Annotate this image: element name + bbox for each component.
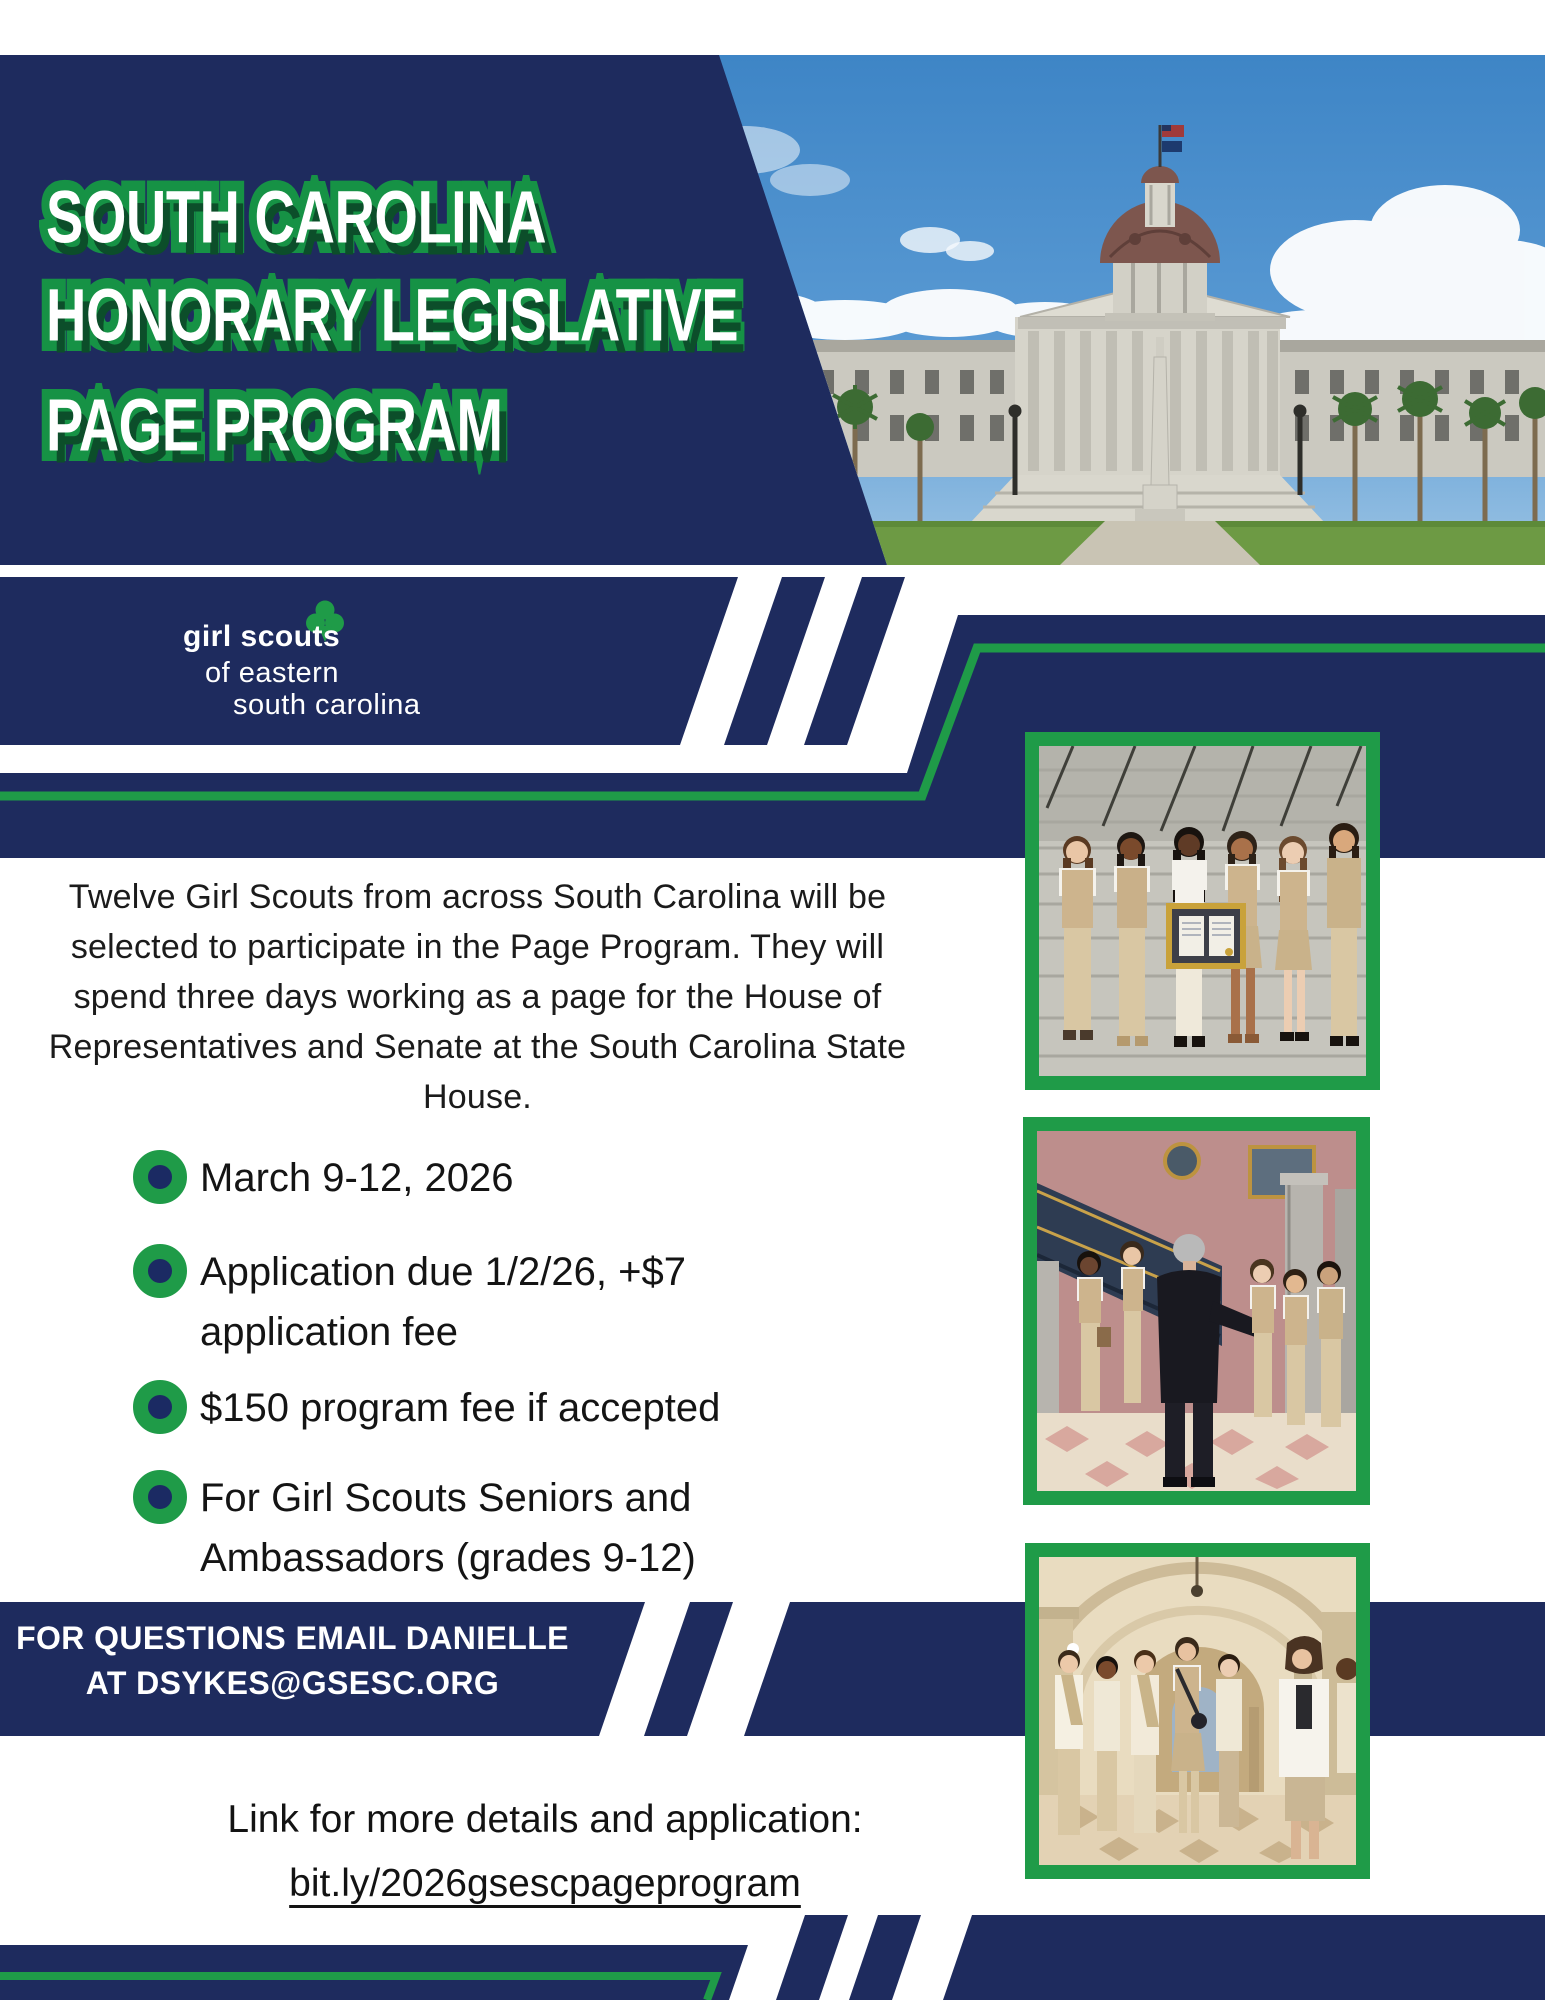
title-line-3: PAGE PROGRAM [46, 383, 503, 467]
link-section [115, 1794, 975, 1910]
contact-line-2: AT DSYKES@GSESC.ORG [85, 1665, 500, 1701]
bullet-text: Application due 1/2/26, +$7 application fee [200, 1250, 686, 1354]
bullet-item-eligibility [133, 1468, 833, 1588]
girl-scouts-logo [183, 598, 463, 738]
logo-region-line1: of eastern [205, 657, 339, 689]
application-link[interactable]: bit.ly/2026gsescpageprogram [289, 1862, 801, 1905]
bullet-dot-icon [133, 1380, 187, 1434]
intro-paragraph: Twelve Girl Scouts from across South Carolina will be selected to participate in the Page Program. They will spend three days working as a page for the House of Representatives and Senate at the South Carolina State House. [48, 878, 907, 1116]
bottom-slash-1 [776, 1915, 848, 2000]
wall-medallion [1165, 1144, 1199, 1178]
contact-info [0, 1616, 585, 1706]
bullet-item-dates [133, 1148, 833, 1208]
photo-scouts-on-steps [1025, 732, 1380, 1090]
bullet-text: $150 program fee if accepted [200, 1386, 721, 1430]
photo-corridor-conversation [1025, 1543, 1370, 1879]
title-line-2: HONORARY LEGISLATIVE [46, 273, 739, 357]
mid-slash-1 [724, 577, 825, 745]
sc-flag [1162, 141, 1182, 152]
title-line-1: SOUTH CAROLINA [46, 175, 547, 259]
contact-slash [644, 1602, 733, 1736]
bullet-dot-icon [133, 1244, 187, 1298]
logo-region-line2: south carolina [233, 689, 421, 721]
bullet-text: March 9-12, 2026 [200, 1156, 514, 1200]
bottom-band-right [943, 1915, 1545, 2000]
link-label: Link for more details and application: [227, 1798, 863, 1841]
framed-proclamation [1169, 906, 1243, 966]
bullet-dot-icon [133, 1470, 187, 1524]
mid-slash-2 [804, 577, 905, 745]
bullet-text: For Girl Scouts Seniors and Ambassadors (grades 9-12) [200, 1476, 696, 1580]
bottom-slash-2 [849, 1915, 921, 2000]
logo-org-name: girl scouts [183, 620, 341, 653]
bullet-item-application [133, 1242, 833, 1362]
photo-governor-handshake [1023, 1117, 1370, 1505]
bullet-item-program-fee [133, 1378, 833, 1438]
contact-line-1: FOR QUESTIONS EMAIL DANIELLE [16, 1620, 569, 1656]
bullet-dot-icon [133, 1150, 187, 1204]
